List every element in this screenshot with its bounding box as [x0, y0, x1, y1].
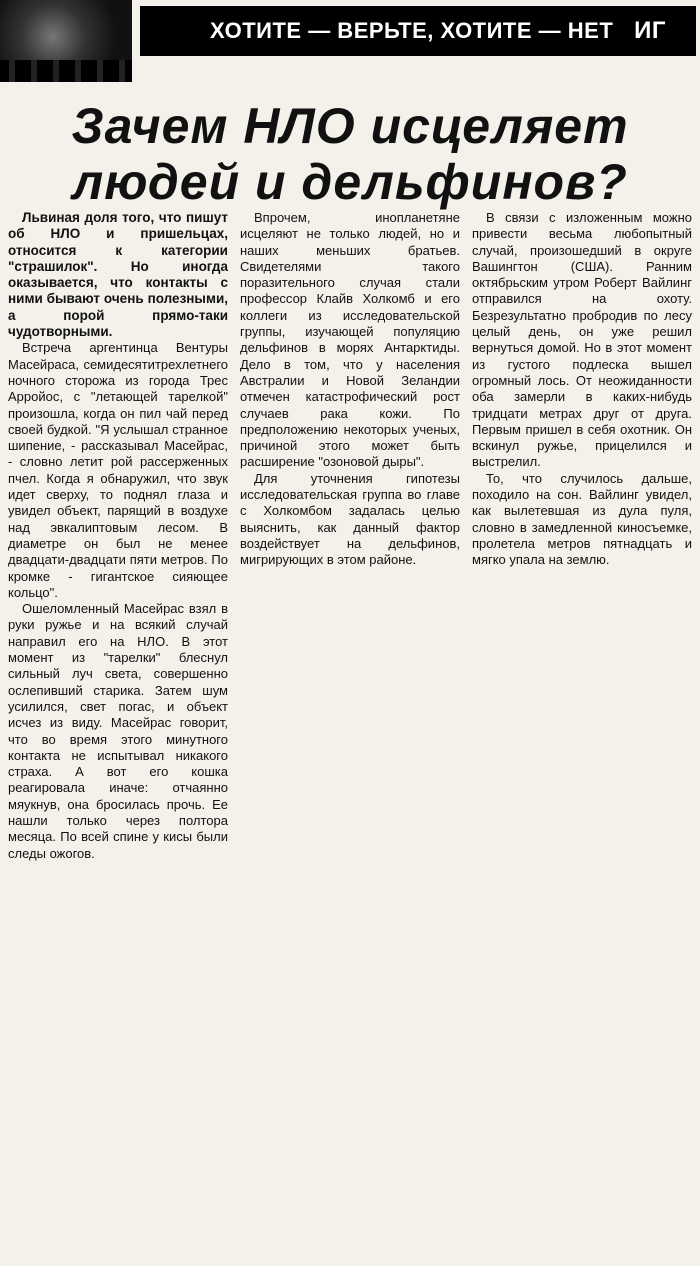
lead-paragraph	[8, 210, 228, 340]
rubric-title: ХОТИТЕ — ВЕРЬТЕ, ХОТИТЕ — НЕТ	[210, 18, 614, 43]
paragraph: Встреча аргентинца Вентуры Масейраса, семидесятитрехлетнего ночного сторожа из города Трес Арройос, с "летающей тарелкой" произошла, когда он пил чай перед своей будкой. "Я услышал странное шипение, - рассказывал Масейрас, - словно летит рой рассерженных пчел. Когда я обнаружил, что звук идет сверху, то поднял глаза и увидел объект, парящий в воздухе над эвкалиптовым лесом. В диаметре он был не менее двадцати-двадцати пяти метров. По кромке - гигантское сияющее кольцо".	[8, 340, 228, 600]
skyline-silhouette	[0, 60, 132, 82]
paragraph: В связи с изложенным можно привести весьма любопытный случай, произошедший в округе Вашингтон (США). Ранним октябрьским утром Роберт Вайлинг отправился на охоту. Безрезультатно пробродив по лесу целый день, он уже решил вернуться домой. Но в этот момент из густого подлеска вышел огромный лось. От неожиданности оба замерли в каких-нибудь тридцати метрах друг от друга. Первым пришел в себя охотник. Он вскинул ружье, прицелился и выстрелил.	[472, 210, 692, 470]
lead-text: Львиная доля того, что пишут об НЛО и пришельцах, относится к категории "страшилок". Но иногда оказывается, что контакты с ними бывают очень полезными, а порой прямо-таки чудотворными.	[8, 210, 228, 340]
headline	[0, 98, 700, 210]
city-photo	[0, 0, 132, 82]
column-1	[8, 210, 228, 1260]
column-3	[472, 210, 692, 1260]
paragraph: То, что случилось дальше, походило на сон. Вайлинг увидел, как вылетевшая из дула пуля, словно в замедленной киносъемке, пролетела метров пятнадцать и мягко упала на землю.	[472, 470, 692, 568]
paragraph: Ошеломленный Масейрас взял в руки ружье и на всякий случай направил его на НЛО. В этот момент из "тарелки" блеснул сильный луч света, совершенно ослепивший старика. Затем шум усилился, свет погас, и объект исчез из виду. Масейрас говорит, что во время этого минутного контакта не испытывал никакого страха. А вот его кошка реагировала иначе: отчаянно мяукнув, она бросилась прочь. Ее нашли только через полтора месяца. По всей спине у кисы были следы ожогов.	[8, 601, 228, 861]
rubric-bar	[140, 6, 696, 56]
rubric-tag: ИГ	[634, 17, 666, 44]
paragraph: Для уточнения гипотезы исследовательская группа во главе с Холкомбом задалась целью выяснить, как данный фактор воздействует на дельфинов, мигрирующих в этом районе.	[240, 470, 460, 568]
article-columns	[8, 210, 694, 1260]
paragraph: Впрочем, инопланетяне исцеляют не только людей, но и наших меньших братьев. Свидетелями такого поразительного случая стали профессор Клайв Холкомб и его коллеги из исследовательской группы, изучающей популяцию дельфинов в морях Антарктиды. Дело в том, что у населения Австралии и Новой Зеландии отмечен катастрофический рост случаев рака кожи. По предположению некоторых ученых, причиной этого может быть расширение "озоновой дыры".	[240, 210, 460, 470]
headline-line-2: людей и дельфинов?	[72, 154, 628, 210]
headline-line-1: Зачем НЛО исцеляет	[71, 98, 629, 154]
column-2	[240, 210, 460, 1260]
